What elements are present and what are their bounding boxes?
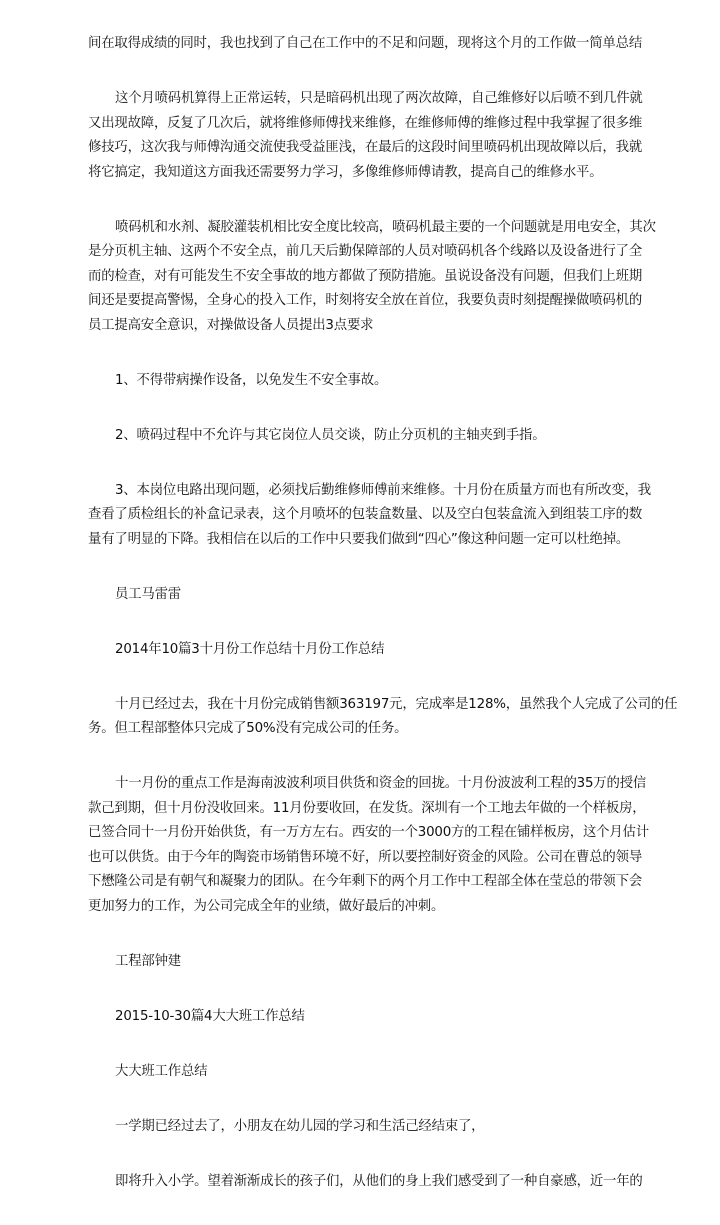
text-line: 已签合同十一月份开始供货，有一万方左右。西安的一个3000方的工程在铺样板房，这个月估计 bbox=[88, 825, 649, 840]
text-line: 员工提高安全意识，对操做设备人员提出3点要求 bbox=[88, 317, 374, 333]
paragraph bbox=[88, 1060, 648, 1085]
paragraph bbox=[88, 1170, 648, 1195]
text-line: 也可以供货。由于今年的陶瓷市场销售环境不好，所以要控制好资金的风险。公司在曹总的领导 bbox=[88, 849, 643, 865]
paragraph bbox=[88, 693, 678, 742]
text-line: 工程部钟建 bbox=[115, 953, 181, 969]
text-line: 款己到期，但十月份没收回来。11月份要收回，在发货。深圳有一个工地去年做的一个样板房， bbox=[88, 800, 646, 816]
paragraph bbox=[88, 369, 648, 394]
text-line: 十一月份的重点工作是海南波波利项目供货和资金的回拢。十月份波波利工程的35万的授信 bbox=[115, 776, 647, 791]
text-line: 2014年10篇3十月份工作总结十月份工作总结 bbox=[115, 641, 385, 657]
paragraph bbox=[88, 479, 651, 553]
text-line: 2、喷码过程中不允许与其它岗位人员交谈，防止分页机的主轴夹到手指。 bbox=[115, 427, 546, 443]
text-line: 下懋隆公司是有朝气和凝聚力的团队。在今年剩下的两个月工作中工程部全体在莹总的带领下会 bbox=[88, 874, 643, 889]
text-line: 查看了质检组长的补盒记录表，这个月喷坏的包装盒数量、以及空白包装盒流入到组装工序的数 bbox=[88, 507, 643, 522]
text-line: 而的检查，对有可能发生不安全事故的地方都做了预防措施。虽说设备没有问题，但我们上班期 bbox=[88, 268, 643, 284]
text-line: 量有了明显的下降。我相信在以后的工作中只要我们做到“四心”像这种问题一定可以杜绝掉。 bbox=[88, 531, 630, 547]
paragraph bbox=[88, 638, 648, 663]
text-line: 即将升入小学。望着渐渐成长的孩子们，从他们的身上我们感受到了一种自豪感，近一年的 bbox=[115, 1173, 643, 1189]
text-line: 大大班工作总结 bbox=[115, 1063, 208, 1079]
text-line: 更加努力的工作，为公司完成全年的业绩，做好最后的冲刺。 bbox=[88, 898, 445, 914]
paragraph bbox=[88, 950, 648, 975]
text-line: 喷码机和水剂、凝胶灌装机相比安全度比较高，喷码机最主要的一个问题就是用电安全，其次 bbox=[115, 219, 656, 235]
text-line: 是分页机主轴、这两个不安全点，前几天后勤保障部的人员对喷码机各个线路以及设备进行了全 bbox=[88, 244, 643, 259]
text-line: 间还是要提高警惕，全身心的投入工作，时刻将安全放在首位，我要负责时刻提醒操做喷码机的 bbox=[88, 293, 643, 308]
paragraph bbox=[88, 1115, 648, 1140]
text-line: 又出现故障，反复了几次后，就将维修师傅找来维修，在维修师傅的维修过程中我掌握了很多维 bbox=[88, 115, 643, 131]
text-line: 2015-10-30篇4大大班工作总结 bbox=[115, 1008, 305, 1024]
text-line: 1、不得带病操作设备，以免发生不安全事故。 bbox=[115, 372, 388, 388]
paragraph bbox=[88, 87, 648, 185]
text-line: 一学期已经过去了，小朋友在幼儿园的学习和生活己经结束了， bbox=[115, 1118, 485, 1134]
document-body bbox=[88, 32, 678, 1225]
text-line: 修技巧，这次我与师傅沟通交流使我受益匪浅，在最后的这段时间里喷码机出现故障以后，我就 bbox=[88, 140, 643, 155]
text-line: 务。但工程部整体只完成了50%没有完成公司的任务。 bbox=[88, 721, 408, 736]
paragraph bbox=[88, 772, 648, 919]
text-line: 将它搞定，我知道这方面我还需要努力学习，多像维修师傅请教，提高自己的维修水平。 bbox=[88, 164, 603, 180]
text-line: 十月已经过去，我在十月份完成销售额363197元，完成率是128%，虽然我个人完成了公司的任 bbox=[115, 696, 678, 712]
paragraph bbox=[88, 424, 648, 449]
text-line: 员工马雷雷 bbox=[115, 586, 181, 602]
text-line: 3、本岗位电路出现问题，必须找后勤维修师傅前来维修。十月份在质量方而也有所改变，我 bbox=[115, 482, 651, 498]
paragraph bbox=[88, 32, 648, 57]
paragraph bbox=[88, 216, 656, 339]
text-line: 间在取得成绩的同时，我也找到了自己在工作中的不足和问题，现将这个月的工作做一简单总结 bbox=[88, 36, 643, 51]
text-line: 这个月喷码机算得上正常运转，只是暗码机出现了两次故障，自己维修好以后喷不到几件就 bbox=[115, 91, 643, 106]
paragraph bbox=[88, 583, 648, 608]
